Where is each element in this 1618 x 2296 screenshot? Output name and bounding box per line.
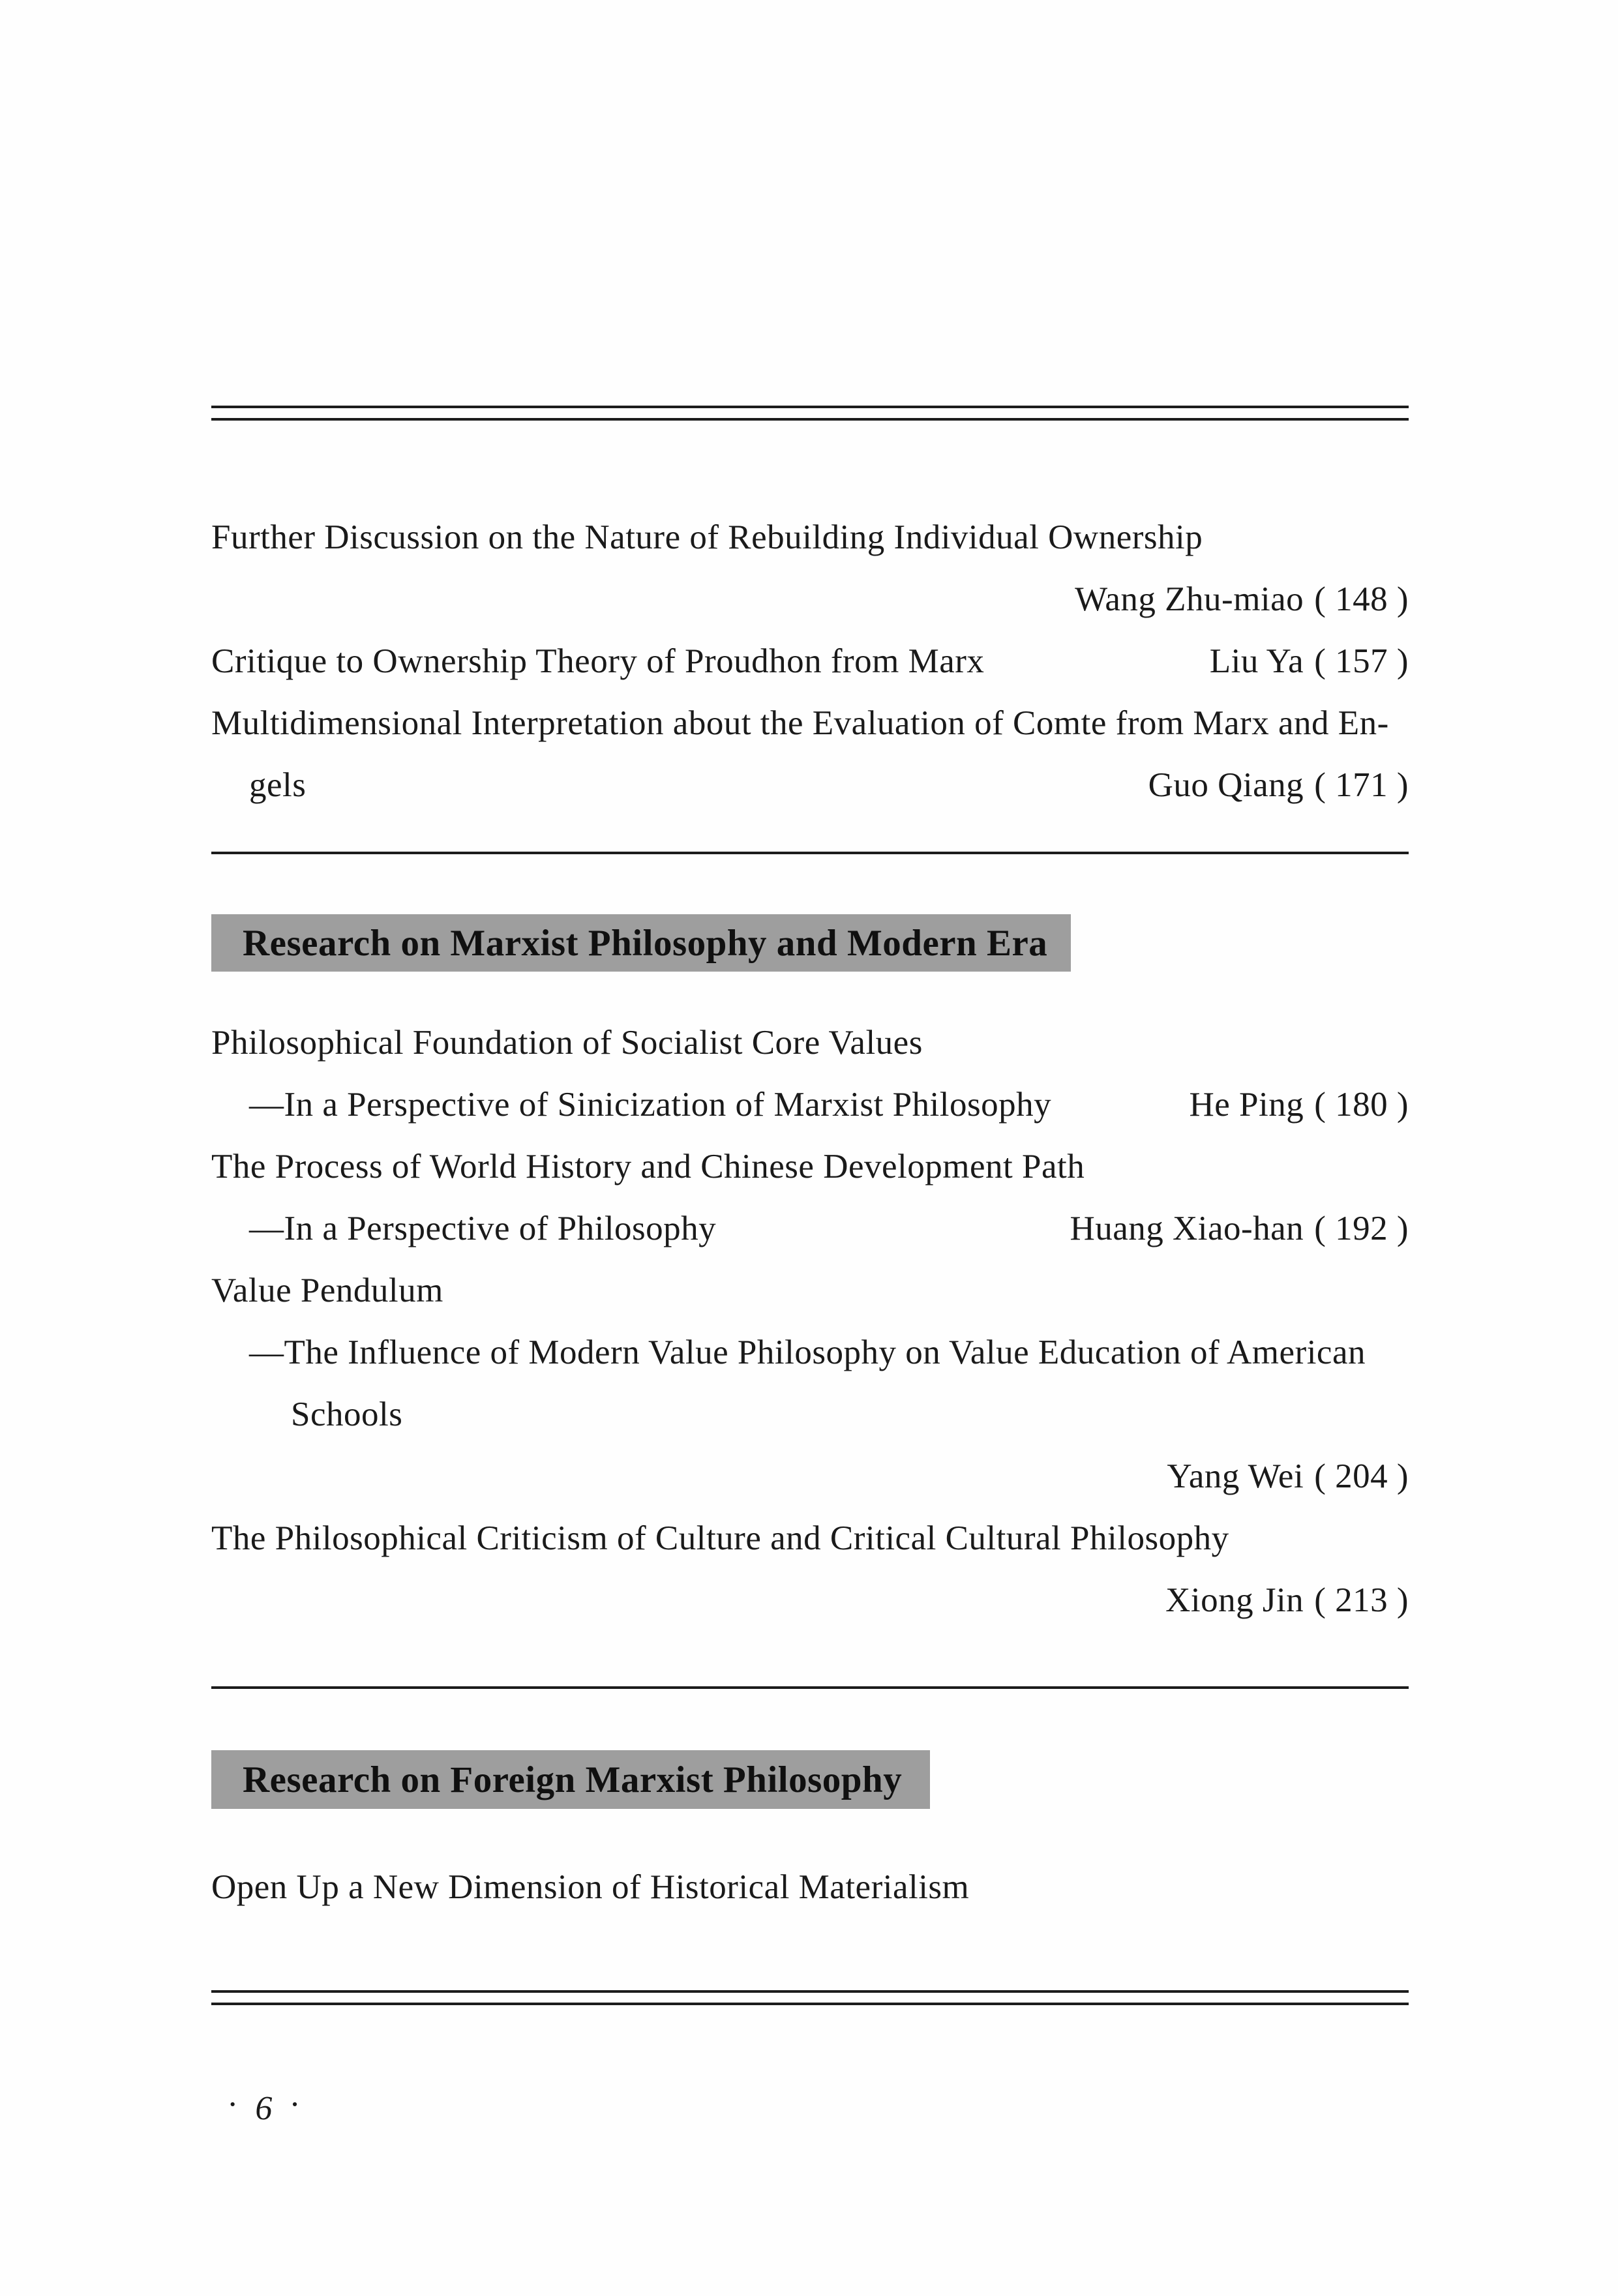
toc-page-ref: ( 157 ) [1314,642,1409,680]
toc-author: Guo Qiang [1148,766,1304,804]
page-number [227,2085,301,2128]
section-divider [211,852,1409,854]
toc-subtitle-text: —In a Perspective of Philosophy [249,1210,717,1247]
toc-entry-authorline [211,579,1409,619]
toc-page-ref: ( 192 ) [1314,1210,1409,1247]
toc-page-ref: ( 148 ) [1314,580,1409,618]
toc-entry-authorline [211,1580,1409,1620]
toc-subtitle-continuation: Schools [291,1395,403,1433]
toc-author: Liu Ya [1209,642,1304,680]
section-divider [211,1686,1409,1689]
toc-entry-title [211,1867,1409,1907]
toc-title-text: Critique to Ownership Theory of Proudhon from Marx [211,642,985,680]
toc-title-text: Multidimensional Interpretation about the Evaluation of Comte from Marx and En- [211,704,1389,742]
toc-title-text: The Philosophical Criticism of Culture and Critical Cultural Philosophy [211,1519,1229,1557]
toc-entry-title [211,517,1409,558]
toc-entry-title [211,1270,1409,1311]
toc-page-ref: ( 171 ) [1314,766,1409,804]
toc-author: Wang Zhu-miao [1075,580,1304,618]
toc-entry-subtitle-continuation [211,1394,1409,1435]
toc-author: Yang Wei [1167,1457,1304,1495]
author-group [1189,1084,1409,1125]
toc-page-ref: ( 204 ) [1314,1457,1409,1495]
toc-subtitle-text: —In a Perspective of Sinicization of Marxist Philosophy [249,1086,1052,1124]
toc-entry-subtitle [211,1084,1409,1125]
author-group [1210,641,1409,681]
toc-title-continuation: gels [249,766,307,804]
toc-title-text: The Process of World History and Chinese Development Path [211,1148,1085,1185]
toc-author: Xiong Jin [1165,1581,1304,1619]
folio-dot-right: · [289,2086,301,2123]
toc-subtitle-text: —The Influence of Modern Value Philosophy on Value Education of American [249,1334,1366,1371]
page-content [211,0,1409,2296]
toc-entry-authorline [211,1456,1409,1497]
folio-dot-left: · [227,2086,239,2123]
toc-entry [211,641,1409,681]
folio-number: 6 [255,2090,273,2127]
author-group [1070,1208,1409,1249]
toc-entry-subtitle [211,1332,1409,1373]
author-group [1167,1457,1409,1495]
toc-author: Huang Xiao-han [1070,1210,1304,1247]
toc-entry-title [211,703,1409,743]
toc-page-ref: ( 180 ) [1314,1086,1409,1124]
bottom-double-divider [211,1990,1409,2005]
author-group [1165,1581,1409,1619]
toc-title-text: Value Pendulum [211,1272,443,1309]
toc-title-text: Open Up a New Dimension of Historical Materialism [211,1868,970,1906]
toc-page-ref: ( 213 ) [1314,1581,1409,1619]
toc-entry-title [211,1022,1409,1063]
section-heading-band [211,1750,930,1809]
toc-entry-subtitle [211,1208,1409,1249]
top-double-divider [211,406,1409,421]
toc-entry-title [211,1518,1409,1558]
toc-entry-title [211,1146,1409,1187]
toc-author: He Ping [1189,1086,1304,1124]
section-heading: Research on Foreign Marxist Philosophy [243,1759,903,1800]
toc-title-text: Further Discussion on the Nature of Rebuilding Individual Ownership [211,518,1203,556]
section-heading: Research on Marxist Philosophy and Modern Era [243,922,1048,964]
section-heading-band [211,914,1071,972]
author-group [1075,580,1409,618]
toc-entry-continuation [211,765,1409,805]
author-group [1148,765,1409,805]
toc-title-text: Philosophical Foundation of Socialist Core Values [211,1024,923,1062]
